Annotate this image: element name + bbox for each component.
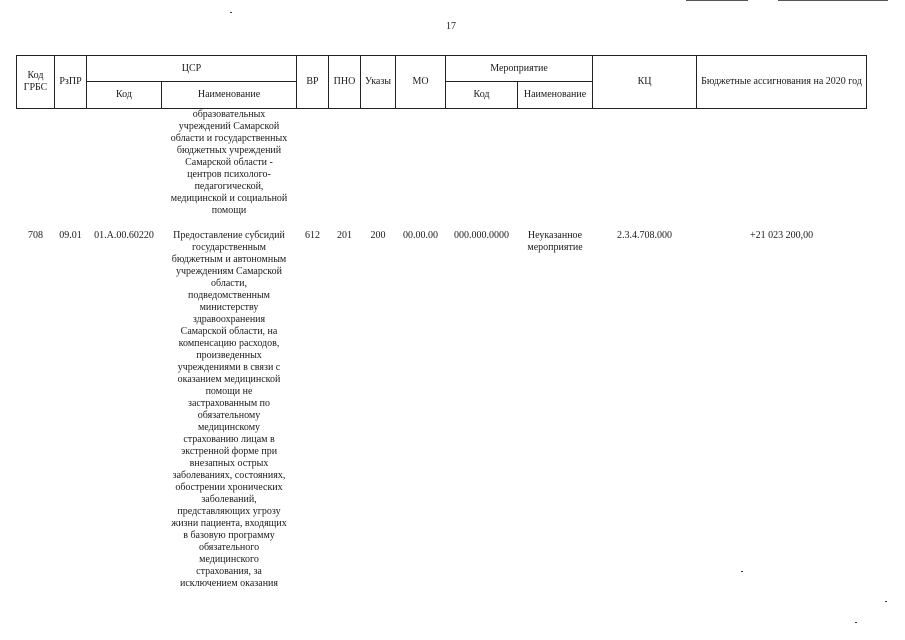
text-line: бюджетным и автономным: [171, 254, 287, 265]
col-budget: Бюджетные ассигнования на 2020 год: [697, 56, 867, 109]
text-line: исключением оказания: [180, 578, 279, 589]
text-line: педагогической,: [194, 181, 264, 192]
col-vr: ВР: [297, 56, 329, 109]
text-line: помощи не: [205, 386, 253, 397]
col-meropriyatie: Мероприятие: [446, 56, 593, 82]
text-line: области,: [211, 278, 247, 289]
text-line: страхования, за: [196, 566, 262, 577]
text-line: учреждениями в связи с: [177, 362, 281, 373]
text-line: страхованию лицам в: [183, 434, 275, 445]
col-kc: КЦ: [593, 56, 697, 109]
cell-mer-kod: 000.000.0000: [454, 230, 510, 241]
scan-speck: [230, 12, 232, 13]
col-ukazy: Указы: [361, 56, 396, 109]
text-line: Самарской области, на: [180, 326, 278, 337]
text-line: жизни пациента, входящих: [171, 518, 287, 529]
text-line: обязательного: [198, 542, 260, 553]
continuation-row: [17, 109, 867, 222]
col-rzpr: РзПР: [55, 56, 87, 109]
text-line: представляющих угрозу: [177, 506, 281, 517]
scan-speck: [885, 601, 887, 602]
header-row-1: [17, 56, 867, 82]
col-csr-name: Наименование: [162, 82, 297, 109]
col-mer-name: Наименование: [518, 82, 593, 109]
budget-table: [16, 55, 867, 590]
text-line: помощи: [211, 205, 247, 216]
top-rule-left: [686, 0, 748, 1]
cell-ukazy: 200: [370, 230, 386, 241]
col-mo: МО: [396, 56, 446, 109]
text-line: подведомственным: [188, 290, 271, 301]
text-line: застрахованным по: [188, 398, 271, 409]
text-line: центров психолого-: [187, 169, 271, 180]
text-line: в базовую программу: [183, 530, 275, 541]
text-line: Предоставление субсидий: [173, 230, 285, 241]
text-line: внезапных острых: [189, 458, 269, 469]
cell-mo: 00.00.00: [403, 230, 439, 241]
col-pno: ПНО: [329, 56, 361, 109]
text-line: произведенных: [196, 350, 262, 361]
text-line: медицинскому: [197, 422, 261, 433]
cell-csr-name: [162, 221, 297, 590]
text-line: бюджетных учреждений: [176, 145, 282, 156]
cell-vr: 612: [305, 230, 321, 241]
text-line: компенсацию расходов,: [178, 338, 280, 349]
text-line: медицинского: [199, 554, 259, 565]
text-line: оказанием медицинской: [177, 374, 281, 385]
col-csr: ЦСР: [87, 56, 297, 82]
cell-kod-grbs: 708: [28, 230, 43, 241]
scan-speck: [741, 571, 743, 572]
text-line: области и государственных: [170, 133, 288, 144]
page-number: 17: [446, 21, 456, 32]
text-line: заболеваниях, состояниях,: [172, 470, 286, 481]
table-row: [17, 221, 867, 590]
text-line: обострении хронических: [175, 482, 283, 493]
cell-mer-name: Неуказанное мероприятие: [527, 230, 583, 253]
text-line: учреждениям Самарской: [176, 266, 282, 277]
text-line: здравоохранения: [192, 314, 266, 325]
cell-amount: +21 023 200,00: [749, 230, 814, 241]
text-line: заболеваний,: [201, 494, 257, 505]
continuation-name: [162, 109, 297, 222]
text-line: образовательных: [192, 109, 266, 120]
text-line: Самарской области -: [185, 157, 273, 168]
col-csr-kod: Код: [87, 82, 162, 109]
text-line: учреждений Самарской: [178, 121, 280, 132]
cell-kc: 2.3.4.708.000: [617, 230, 673, 241]
scan-speck: [855, 622, 857, 623]
top-rule-right: [778, 0, 888, 1]
text-line: экстренной форме при: [180, 446, 278, 457]
col-mer-kod: Код: [446, 82, 518, 109]
text-line: государственным: [192, 242, 266, 253]
cell-pno: 201: [337, 230, 353, 241]
text-line: обязательному: [197, 410, 261, 421]
text-line: министерству: [199, 302, 259, 313]
cell-csr-kod: 01.А.00.60220: [94, 230, 154, 241]
col-kod-grbs: Код ГРБС: [17, 56, 55, 109]
text-line: медицинской и социальной: [170, 193, 288, 204]
cell-rzpr: 09.01: [59, 230, 82, 241]
